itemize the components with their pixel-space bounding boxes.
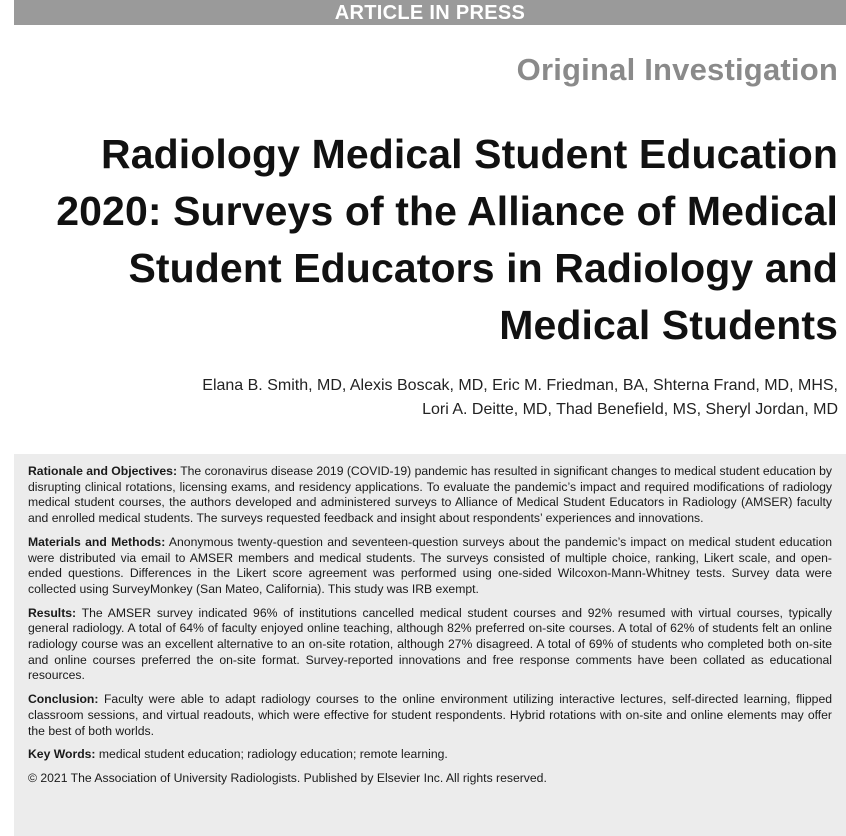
- results-label: Results:: [28, 605, 77, 620]
- author-line-2: Lori A. Deitte, MD, Thad Benefield, MS, Sheryl Jordan, MD: [422, 401, 838, 418]
- author-line-1: Elana B. Smith, MD, Alexis Boscak, MD, Eric M. Friedman, BA, Shterna Frand, MD, MHS,: [202, 377, 838, 394]
- conclusion-text: Faculty were able to adapt radiology courses to the online environment utilizing interactive lectures, self-directed learning, flipped classroom sessions, and virtual readouts, which were effective for student respondents. Hybrid rotations with on-site and online elements may offer the best of both worlds.: [28, 692, 833, 738]
- rationale-text: The coronavirus disease 2019 (COVID-19) pandemic has resulted in significant changes to medical student education by disrupting clinical rotations, licensing exams, and residency applications. To evaluate the pandemic’s impact and required modifications of radiology medical student courses, the authors developed and administered surveys to Alliance of Medical Student Educators in Radiology (AMSER) faculty and enrolled medical students. The surveys requested feedback and insight about respondents’ experiences and innovations.: [28, 464, 832, 526]
- abstract-keywords: [28, 747, 832, 763]
- keywords-label: Key Words:: [28, 747, 96, 762]
- abstract-conclusion: [28, 692, 832, 739]
- abstract-results: [28, 606, 832, 685]
- rationale-label: Rationale and Objectives:: [28, 464, 178, 478]
- article-title: Radiology Medical Student Education 2020: Surveys of the Alliance of Medical Student Educators in Radiology and Medical Students: [56, 131, 838, 348]
- conclusion-label: Conclusion:: [28, 692, 99, 707]
- abstract-rationale: [28, 464, 832, 527]
- results-text: The AMSER survey indicated 96% of institutions cancelled medical student courses and 92% resumed with virtual courses, typically general radiology. A total of 64% of faculty enjoyed online teaching, although 82% preferred on-site courses. A total of 62% of students felt an online radiology course was an excellent alternative to an on-site rotation, although 27% disagreed. A total of 69% of students who completed both on-site and online courses preferred the on-site format. Survey-reported innovations and free response comments have been collated as educational resources.: [28, 605, 832, 683]
- abstract-box: [14, 454, 846, 836]
- methods-text: Anonymous twenty-question and seventeen-question surveys about the pandemic’s impact on medical student education were distributed via email to AMSER members and medical students. The surveys consisted of multiple choice, ranking, Likert scale, and open-ended questions. Differences in the Likert score agreement was performed using one-sided Wilcoxon-Mann-Whitney tests. Survey data were collected using SurveyMonkey (San Mateo, California). This study was IRB exempt.: [28, 534, 832, 596]
- abstract-methods: [28, 535, 832, 598]
- article-in-press-banner: ARTICLE IN PRESS: [14, 0, 846, 25]
- section-heading: Original Investigation: [516, 52, 838, 87]
- keywords-text: medical student education; radiology education; remote learning.: [98, 747, 448, 762]
- author-list: [38, 374, 838, 422]
- methods-label: Materials and Methods:: [28, 534, 166, 549]
- copyright-notice: © 2021 The Association of University Radiologists. Published by Elsevier Inc. All rights reserved.: [28, 770, 547, 785]
